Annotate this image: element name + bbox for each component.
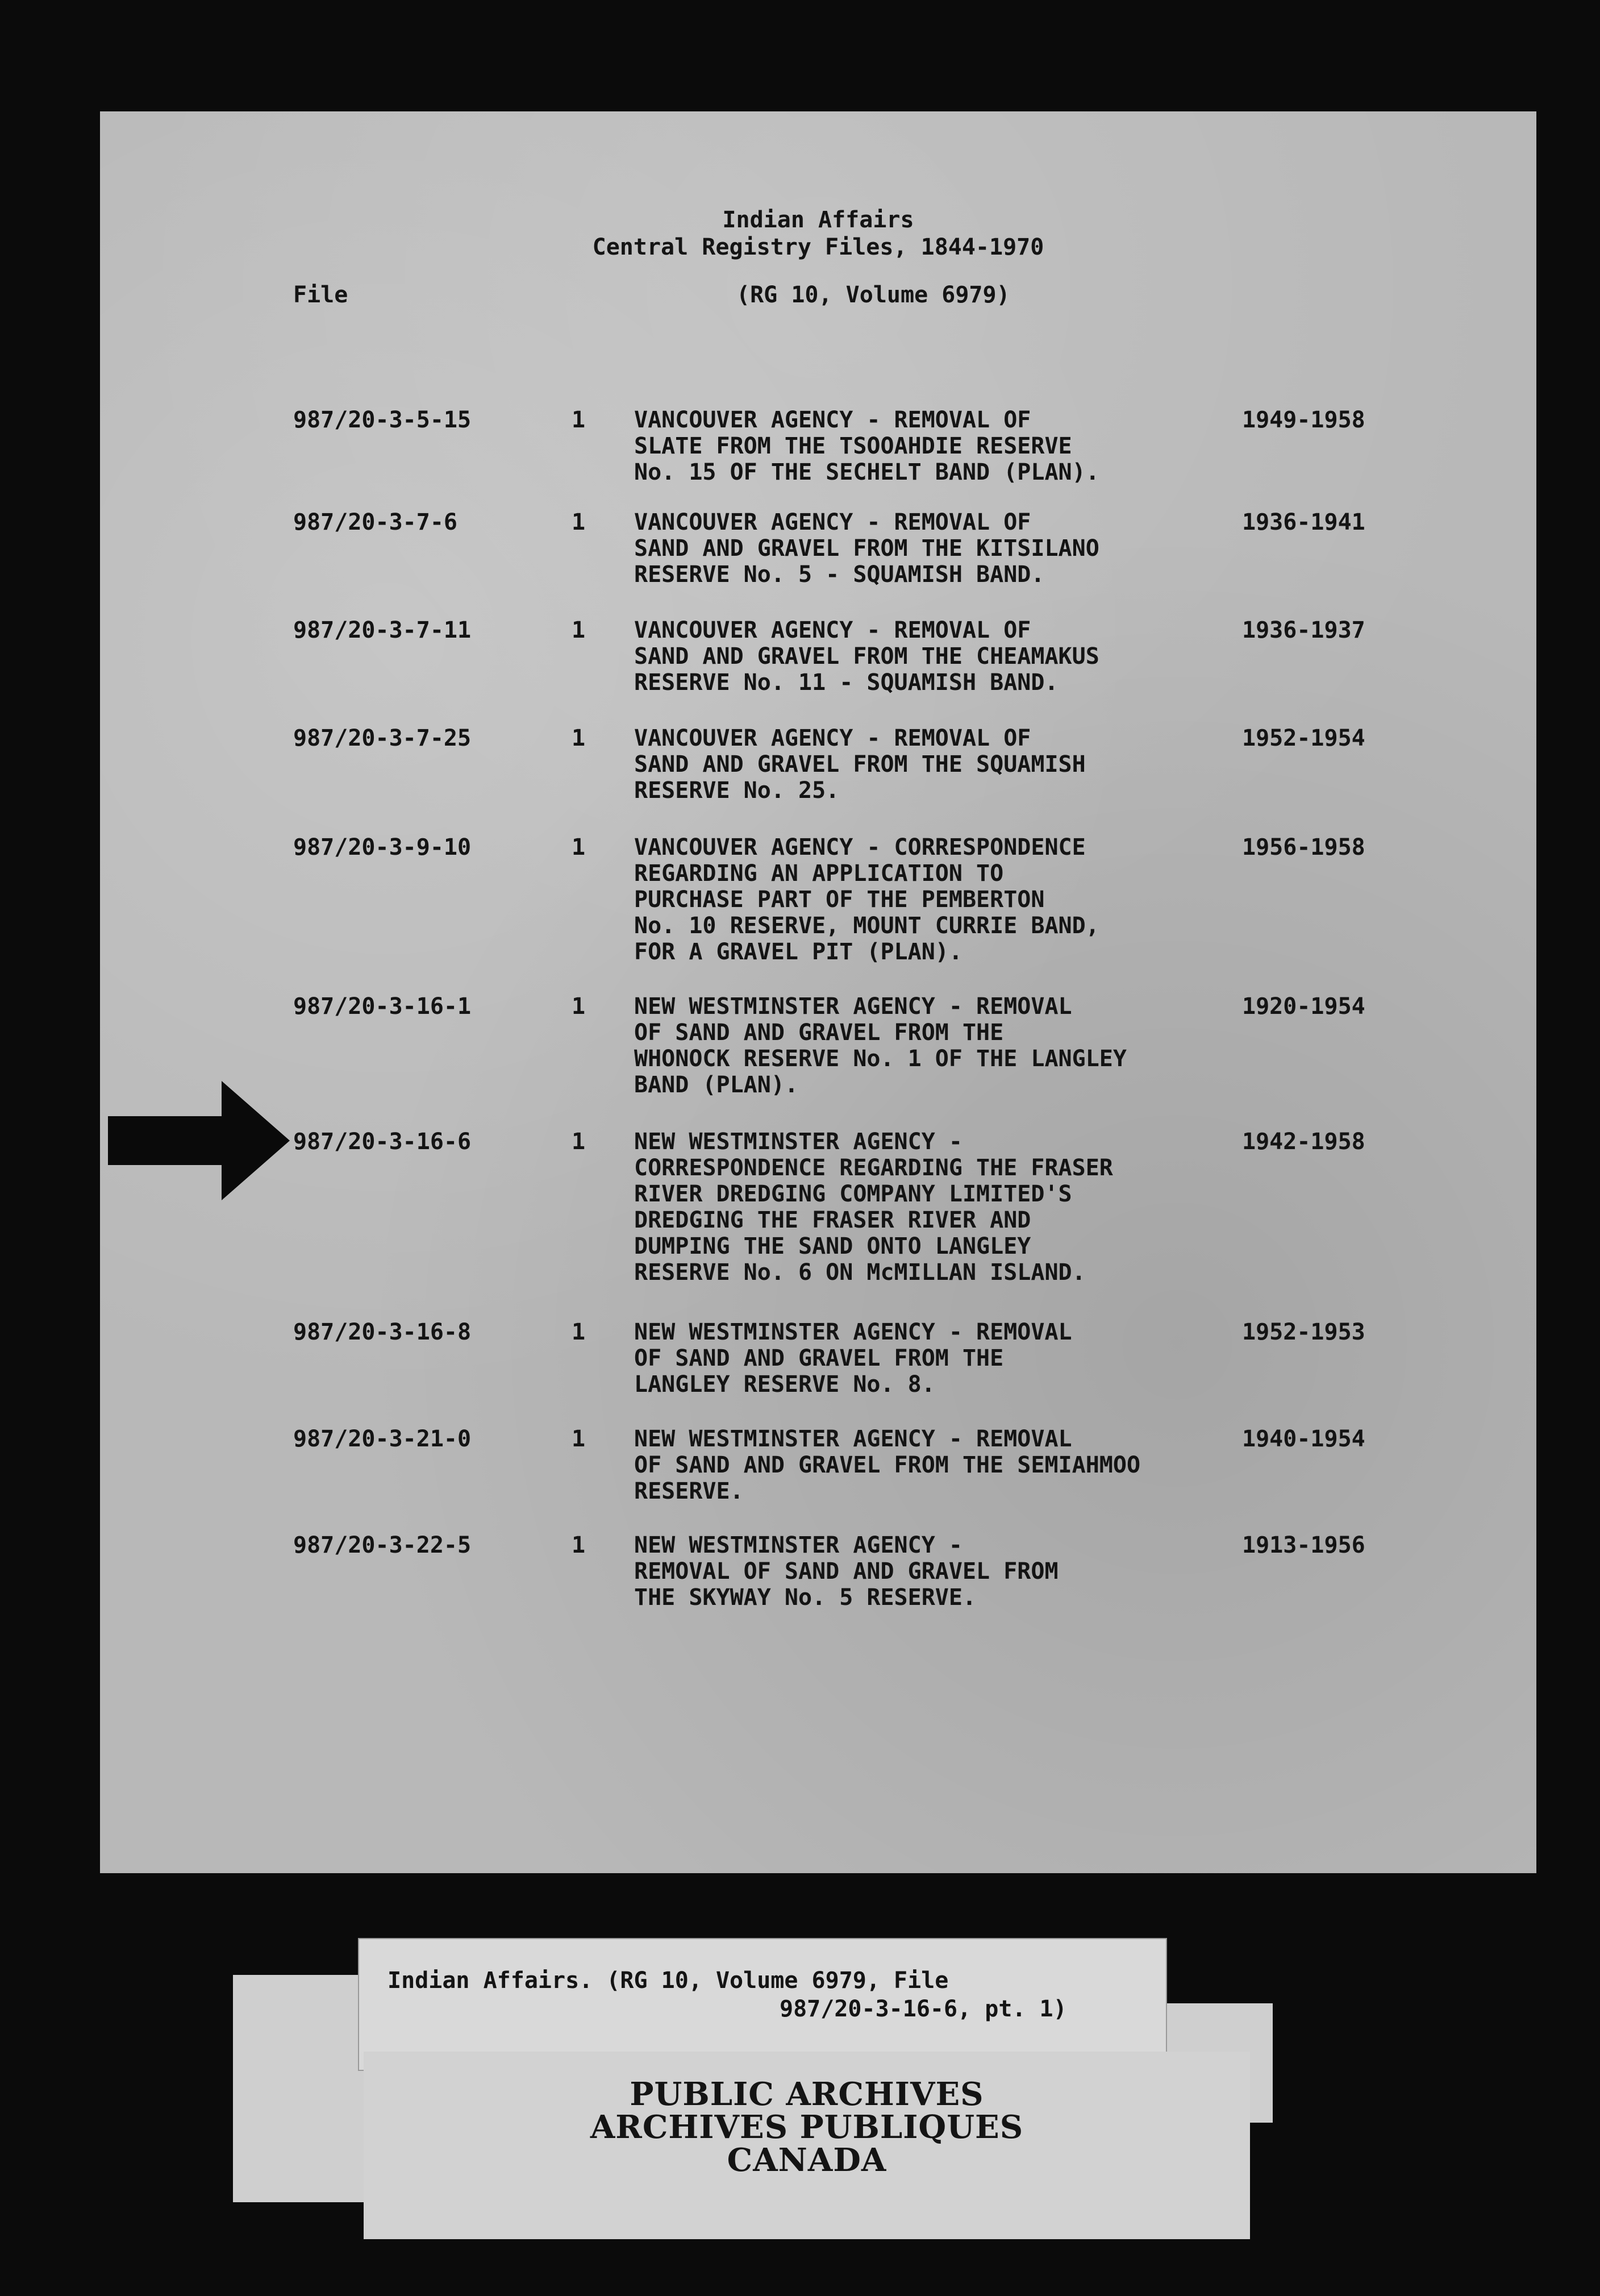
file-number: 987/20-3-22-5 [293, 1532, 472, 1558]
description-line: VANCOUVER AGENCY - REMOVAL OF [634, 509, 1031, 535]
date-range: 1936-1937 [1242, 617, 1365, 643]
part-number: 1 [572, 1426, 586, 1452]
archives-stamp-card [364, 2052, 1250, 2239]
part-number: 1 [572, 1319, 586, 1345]
file-number: 987/20-3-9-10 [293, 834, 472, 860]
arrow-pointer-icon [108, 1081, 290, 1200]
date-range: 1952-1953 [1242, 1319, 1365, 1345]
description-line: SAND AND GRAVEL FROM THE KITSILANO [634, 535, 1099, 561]
description-line: No. 15 OF THE SECHELT BAND (PLAN). [634, 459, 1099, 485]
description-line: SAND AND GRAVEL FROM THE SQUAMISH [634, 751, 1086, 777]
file-description [634, 1319, 1293, 1397]
description-line: NEW WESTMINSTER AGENCY - [634, 1532, 963, 1558]
description-line: NEW WESTMINSTER AGENCY - REMOVAL [634, 993, 1072, 1020]
description-line: BAND (PLAN). [634, 1072, 798, 1098]
reference-line-1: Indian Affairs. (RG 10, Volume 6979, File [388, 1968, 949, 1994]
file-number: 987/20-3-7-6 [293, 509, 457, 535]
part-number: 1 [572, 834, 586, 860]
description-line: DREDGING THE FRASER RIVER AND [634, 1207, 1031, 1233]
file-description [634, 993, 1293, 1098]
description-line: CORRESPONDENCE REGARDING THE FRASER [634, 1155, 1113, 1181]
volume-label: (RG 10, Volume 6979) [736, 282, 1010, 308]
date-range: 1913-1956 [1242, 1532, 1365, 1558]
description-line: VANCOUVER AGENCY - REMOVAL OF [634, 725, 1031, 751]
date-range: 1940-1954 [1242, 1426, 1365, 1452]
file-description [634, 725, 1293, 804]
description-line: RESERVE No. 6 ON McMILLAN ISLAND. [634, 1259, 1086, 1286]
description-line: No. 10 RESERVE, MOUNT CURRIE BAND, [634, 913, 1099, 939]
file-number: 987/20-3-16-1 [293, 993, 472, 1020]
part-number: 1 [572, 407, 586, 433]
card-backing-left [233, 1975, 366, 2202]
stamp-line-2: ARCHIVES PUBLIQUES [590, 2108, 1024, 2146]
description-line: REGARDING AN APPLICATION TO [634, 860, 1004, 887]
file-number: 987/20-3-21-0 [293, 1426, 472, 1452]
description-line: RESERVE. [634, 1478, 744, 1504]
description-line: VANCOUVER AGENCY - REMOVAL OF [634, 407, 1031, 433]
description-line: RIVER DREDGING COMPANY LIMITED'S [634, 1181, 1072, 1207]
description-line: RESERVE No. 25. [634, 777, 840, 804]
description-line: NEW WESTMINSTER AGENCY - [634, 1129, 963, 1155]
part-number: 1 [572, 617, 586, 643]
part-number: 1 [572, 1532, 586, 1558]
description-line: OF SAND AND GRAVEL FROM THE [634, 1345, 1004, 1371]
description-line: WHONOCK RESERVE No. 1 OF THE LANGLEY [634, 1046, 1127, 1072]
description-line: THE SKYWAY No. 5 RESERVE. [634, 1584, 977, 1611]
description-line: DUMPING THE SAND ONTO LANGLEY [634, 1233, 1031, 1259]
file-description [634, 1426, 1293, 1504]
description-line: VANCOUVER AGENCY - REMOVAL OF [634, 617, 1031, 643]
stamp-line-3: CANADA [727, 2141, 887, 2179]
description-line: LANGLEY RESERVE No. 8. [634, 1371, 935, 1397]
file-description [634, 834, 1293, 965]
file-number: 987/20-3-5-15 [293, 407, 472, 433]
file-description [634, 1129, 1293, 1286]
part-number: 1 [572, 1129, 586, 1155]
header-subtitle: Central Registry Files, 1844-1970 [592, 234, 1044, 260]
description-line: VANCOUVER AGENCY - CORRESPONDENCE [634, 834, 1086, 860]
file-column-label: File [293, 282, 348, 308]
file-description [634, 1532, 1293, 1611]
description-line: REMOVAL OF SAND AND GRAVEL FROM [634, 1558, 1059, 1584]
document-page [100, 111, 1536, 1873]
file-number: 987/20-3-16-8 [293, 1319, 472, 1345]
description-line: SAND AND GRAVEL FROM THE CHEAMAKUS [634, 643, 1099, 669]
part-number: 1 [572, 993, 586, 1020]
file-number: 987/20-3-16-6 [293, 1129, 472, 1155]
stamp-line-1: PUBLIC ARCHIVES [630, 2075, 984, 2113]
file-description [634, 617, 1293, 696]
description-line: RESERVE No. 5 - SQUAMISH BAND. [634, 561, 1045, 588]
description-line: NEW WESTMINSTER AGENCY - REMOVAL [634, 1426, 1072, 1452]
date-range: 1936-1941 [1242, 509, 1365, 535]
date-range: 1949-1958 [1242, 407, 1365, 433]
part-number: 1 [572, 725, 586, 751]
header-title: Indian Affairs [722, 207, 914, 233]
file-description [634, 509, 1293, 588]
description-line: NEW WESTMINSTER AGENCY - REMOVAL [634, 1319, 1072, 1345]
file-number: 987/20-3-7-11 [293, 617, 472, 643]
description-line: OF SAND AND GRAVEL FROM THE SEMIAHMOO [634, 1452, 1141, 1478]
file-number: 987/20-3-7-25 [293, 725, 472, 751]
description-line: PURCHASE PART OF THE PEMBERTON [634, 887, 1045, 913]
part-number: 1 [572, 509, 586, 535]
date-range: 1920-1954 [1242, 993, 1365, 1020]
date-range: 1952-1954 [1242, 725, 1365, 751]
file-reference-card [358, 1938, 1167, 2071]
reference-line-2: 987/20-3-16-6, pt. 1) [780, 1996, 1067, 2022]
description-line: OF SAND AND GRAVEL FROM THE [634, 1020, 1004, 1046]
date-range: 1956-1958 [1242, 834, 1365, 860]
description-line: SLATE FROM THE TSOOAHDIE RESERVE [634, 433, 1072, 459]
file-description [634, 407, 1293, 485]
date-range: 1942-1958 [1242, 1129, 1365, 1155]
description-line: FOR A GRAVEL PIT (PLAN). [634, 939, 963, 965]
description-line: RESERVE No. 11 - SQUAMISH BAND. [634, 669, 1059, 696]
